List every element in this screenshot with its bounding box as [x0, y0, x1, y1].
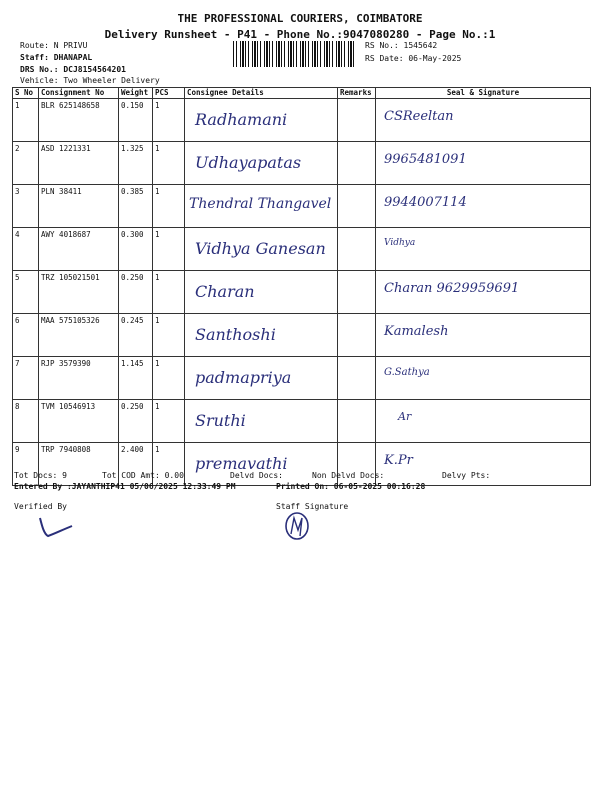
- row-pcs: 1: [153, 400, 185, 443]
- row-consignee-handwritten: Charan: [195, 282, 255, 301]
- row-sno: 9: [13, 443, 39, 486]
- row-weight: 0.150: [119, 99, 153, 142]
- delivered-docs: Delvd Docs:: [230, 471, 283, 480]
- row-pcs: 1: [153, 271, 185, 314]
- col-header-remarks: Remarks: [338, 88, 376, 99]
- total-cod-amount: Tot COD Amt: 0.00: [102, 471, 184, 480]
- row-consignee-cell: [185, 314, 338, 357]
- row-sno: 4: [13, 228, 39, 271]
- row-signature-handwritten: G.Sathya: [384, 367, 430, 378]
- row-consignment: BLR 625148658: [39, 99, 119, 142]
- row-consignment: TRP 7940808: [39, 443, 119, 486]
- table-header-row: [13, 88, 591, 99]
- row-weight: 2.400: [119, 443, 153, 486]
- row-consignee-cell: [185, 228, 338, 271]
- row-signature-handwritten: Vidhya: [384, 238, 416, 248]
- row-consignee-handwritten: Radhamani: [195, 110, 288, 129]
- row-sno: 8: [13, 400, 39, 443]
- total-docs: Tot Docs: 9: [14, 471, 67, 480]
- row-remarks: [338, 314, 376, 357]
- rs-date: RS Date: 06-May-2025: [365, 54, 462, 63]
- row-consignment: TRZ 105021501: [39, 271, 119, 314]
- runsheet-table: [12, 87, 591, 486]
- staff-signature-mark: [282, 510, 312, 542]
- row-remarks: [338, 228, 376, 271]
- table-row: [13, 271, 591, 314]
- row-sno: 3: [13, 185, 39, 228]
- company-title: THE PROFESSIONAL COURIERS, COIMBATORE: [177, 12, 423, 25]
- row-consignee-cell: [185, 357, 338, 400]
- row-consignment: PLN 38411: [39, 185, 119, 228]
- row-signature-cell: [376, 99, 591, 142]
- verified-by-label: Verified By: [14, 502, 67, 511]
- row-signature-handwritten: CSReeltan: [384, 109, 454, 124]
- row-remarks: [338, 400, 376, 443]
- col-header-weight: Weight: [119, 88, 153, 99]
- col-header-sno: S No: [13, 88, 39, 99]
- delivery-points: Delvy Pts:: [442, 471, 491, 480]
- row-pcs: 1: [153, 228, 185, 271]
- row-consignee-handwritten: Santhoshi: [195, 325, 276, 344]
- col-header-consignment: Consignment No: [39, 88, 119, 99]
- row-signature-cell: [376, 228, 591, 271]
- row-sno: 6: [13, 314, 39, 357]
- row-remarks: [338, 99, 376, 142]
- row-pcs: 1: [153, 142, 185, 185]
- table-row: [13, 443, 591, 486]
- row-consignee-cell: [185, 142, 338, 185]
- row-weight: 0.250: [119, 400, 153, 443]
- printed-on: Printed On: 06-05-2025 00:16:28: [276, 482, 426, 491]
- table-row: [13, 142, 591, 185]
- row-signature-cell: [376, 314, 591, 357]
- row-pcs: 1: [153, 185, 185, 228]
- row-signature-cell: [376, 271, 591, 314]
- row-consignee-cell: [185, 99, 338, 142]
- table-row: [13, 99, 591, 142]
- row-consignee-handwritten: Sruthi: [195, 411, 246, 430]
- row-sno: 1: [13, 99, 39, 142]
- row-consignee-handwritten: padmapriya: [195, 368, 292, 387]
- row-consignee-cell: [185, 271, 338, 314]
- runsheet-subtitle: Delivery Runsheet - P41 - Phone No.:9047080280 - Page No.:1: [104, 28, 496, 41]
- row-pcs: 1: [153, 99, 185, 142]
- row-signature-handwritten: 9944007114: [384, 195, 467, 210]
- row-weight: 0.250: [119, 271, 153, 314]
- row-pcs: 1: [153, 443, 185, 486]
- row-consignee-handwritten: Vidhya Ganesan: [195, 239, 326, 258]
- row-remarks: [338, 357, 376, 400]
- row-sno: 5: [13, 271, 39, 314]
- row-signature-cell: [376, 357, 591, 400]
- row-weight: 1.325: [119, 142, 153, 185]
- row-weight: 0.245: [119, 314, 153, 357]
- route-label: Route: N PRIVU: [20, 41, 88, 50]
- row-consignee-handwritten: Thendral Thangavel: [189, 196, 332, 212]
- row-weight: 0.385: [119, 185, 153, 228]
- col-header-consignee: Consignee Details: [185, 88, 338, 99]
- row-consignment: RJP 3579390: [39, 357, 119, 400]
- table-row: [13, 314, 591, 357]
- row-remarks: [338, 185, 376, 228]
- row-sno: 7: [13, 357, 39, 400]
- row-consignment: AWY 4018687: [39, 228, 119, 271]
- table-row: [13, 185, 591, 228]
- entered-by: Entered By :JAYANTHIP41 05/06/2025 12:33:49 PM: [14, 482, 236, 491]
- row-pcs: 1: [153, 314, 185, 357]
- row-consignee-handwritten: premavathi: [195, 454, 288, 473]
- row-consignee-cell: [185, 400, 338, 443]
- row-signature-handwritten: K.Pr: [384, 453, 413, 468]
- row-signature-handwritten: 9965481091: [384, 152, 467, 167]
- verified-by-signature-mark: [36, 514, 76, 540]
- row-consignment: ASD 1221331: [39, 142, 119, 185]
- row-signature-handwritten: Ar: [398, 410, 412, 423]
- col-header-pcs: PCS: [153, 88, 185, 99]
- col-header-signature: Seal & Signature: [376, 88, 591, 99]
- rs-number: RS No.: 1545642: [365, 41, 438, 50]
- row-remarks: [338, 142, 376, 185]
- vehicle-label: Vehicle: Two Wheeler Delivery: [20, 76, 160, 85]
- row-consignee-cell: [185, 185, 338, 228]
- row-signature-cell: [376, 142, 591, 185]
- table-row: [13, 228, 591, 271]
- row-consignment: TVM 10546913: [39, 400, 119, 443]
- table-row: [13, 400, 591, 443]
- drs-number: DRS No.: DCJ8154564201: [20, 65, 126, 74]
- row-weight: 0.300: [119, 228, 153, 271]
- staff-signature-label: Staff Signature: [276, 502, 349, 511]
- row-signature-cell: [376, 185, 591, 228]
- non-delivered-docs: Non Delvd Docs:: [312, 471, 385, 480]
- row-weight: 1.145: [119, 357, 153, 400]
- row-consignee-handwritten: Udhayapatas: [195, 153, 302, 172]
- row-pcs: 1: [153, 357, 185, 400]
- row-signature-handwritten: Charan 9629959691: [384, 281, 520, 296]
- row-signature-handwritten: Kamalesh: [384, 324, 449, 339]
- staff-label: Staff: DHANAPAL: [20, 53, 93, 62]
- row-signature-cell: [376, 400, 591, 443]
- table-row: [13, 357, 591, 400]
- barcode-image: [232, 41, 356, 67]
- row-remarks: [338, 271, 376, 314]
- row-consignment: MAA 575105326: [39, 314, 119, 357]
- row-sno: 2: [13, 142, 39, 185]
